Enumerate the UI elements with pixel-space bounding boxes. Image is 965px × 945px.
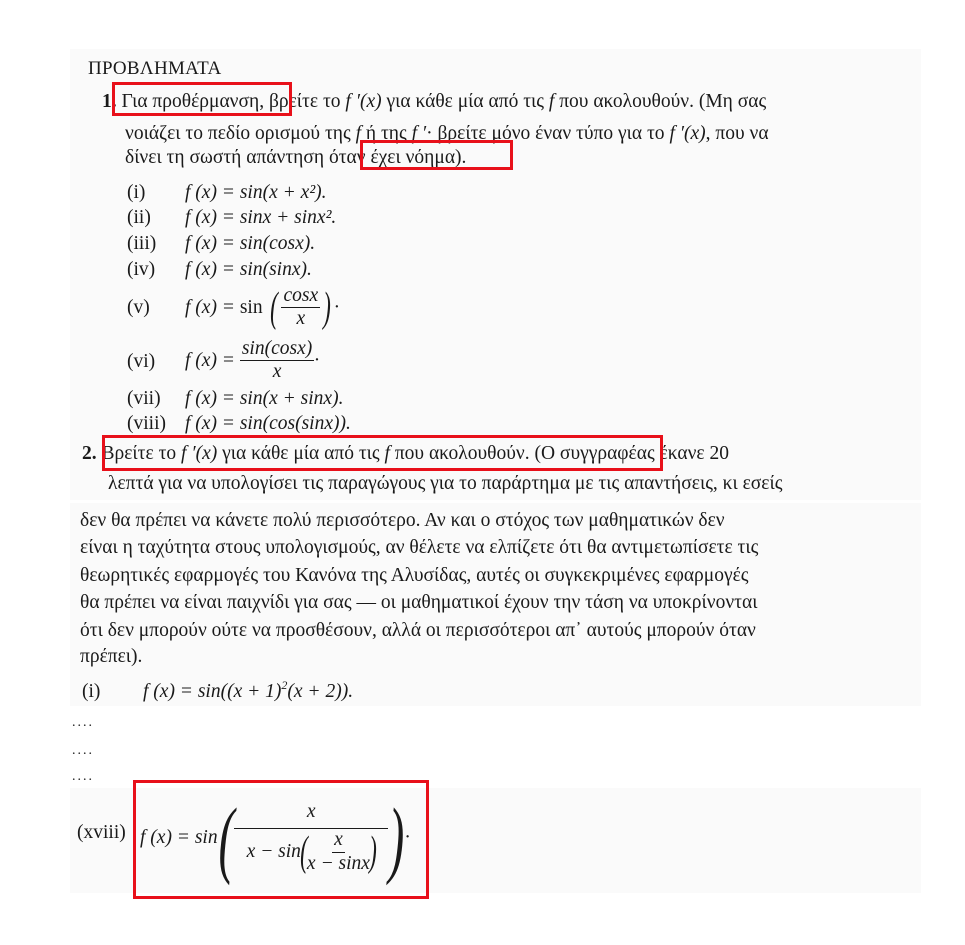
fraction [240, 339, 314, 383]
formula-lhs: f (x) = [185, 297, 235, 319]
inner-fraction [307, 830, 370, 874]
problem-2-line-1 [82, 444, 729, 464]
problem-1-highlight-phrase: Για προθέρμανση [121, 91, 260, 112]
section-heading: ΠΡΟΒΛΗΜΑΤΑ [88, 58, 222, 79]
ellipsis: .... [72, 715, 94, 730]
problem-1-number: 1. [102, 91, 117, 112]
formula-suffix: · [334, 297, 340, 319]
text: που ακολουθούν [389, 443, 525, 464]
problem-2-paragraph-line: πρέπει). [80, 646, 143, 667]
formula-rhs: (x + 2)). [287, 681, 354, 702]
formula-lhs: f (x) = [185, 207, 240, 228]
formula-lhs: f (x) = [143, 681, 198, 702]
numerator: x [234, 802, 388, 829]
ellipsis: .... [72, 769, 94, 784]
denominator [247, 829, 376, 874]
text: δίνει τη σωστή απάντηση [125, 147, 329, 168]
exponent: 2 [281, 678, 288, 692]
problem-1-item-formula [185, 339, 319, 383]
math-fprime-x: f ′(x) [181, 443, 218, 464]
math-fprime: f ′ [411, 123, 427, 144]
problem-2-item-label: (xviii) [77, 822, 126, 843]
text: ). [455, 147, 467, 168]
problem-1-item-label: (vii) [127, 388, 161, 409]
problem-2-paragraph-line: είναι η ταχύτητα στους υπολογισμούς, αν θέλετε να ελπίζετε ότι θα αντιμετωπίσετε τις [80, 537, 759, 558]
paren-left: ( [218, 790, 234, 886]
problem-2-paragraph-line: θεωρητικές εφαρμογές του Κανόνα της Αλυσίδας, αυτές οι συγκεκριμένες εφαρμογές [80, 565, 749, 586]
formula-rhs: sin(x + x²). [239, 182, 327, 203]
denominator: x [296, 308, 306, 330]
text: Βρείτε το [101, 443, 182, 464]
numerator: cosx [281, 286, 320, 308]
problem-1-item-formula [185, 183, 327, 203]
problem-1-item-label: (viii) [127, 413, 166, 434]
problem-1-line-1 [102, 92, 766, 112]
formula-suffix: · [404, 827, 410, 849]
paren-left: ( [270, 284, 279, 331]
problem-1-item-label: (iv) [127, 259, 156, 280]
paren-right: ) [369, 829, 377, 876]
problem-1-item-formula [185, 260, 312, 280]
paren-right: ) [323, 284, 331, 331]
problem-1-line-3 [125, 148, 466, 168]
outer-fraction [234, 802, 388, 875]
formula-rhs: sin(x + sinx). [239, 388, 344, 409]
formula-lhs: f (x) = [185, 182, 240, 203]
text: που ακολουθούν. (Μη σας [554, 91, 767, 112]
text: νοιάζει το πεδίο ορισμού της [125, 123, 356, 144]
problem-2-item-xviii-formula [140, 790, 410, 886]
problem-2-paragraph-line: ότι δεν μπορούν ούτε να προσθέσουν, αλλά οι περισσότεροι απ᾽ αυτούς μπορούν όταν [80, 620, 756, 641]
problem-1-item-formula [185, 234, 315, 254]
problem-1-item-label: (iii) [127, 233, 157, 254]
numerator: sin(cosx) [240, 339, 314, 361]
formula-rhs: sinx + sinx². [239, 207, 337, 228]
problem-1-item-formula [185, 414, 351, 434]
text: · βρείτε μόνο έναν τύπο για το [426, 123, 670, 144]
denominator: x [272, 361, 282, 383]
problem-1-line-2 [125, 124, 769, 144]
numerator: x [332, 830, 345, 852]
problem-1-item-label: (vi) [127, 351, 156, 372]
text: ή της [361, 123, 412, 144]
math-fprime-x: f ′(x) [345, 91, 382, 112]
math-fprime-x: f ′(x) [669, 123, 706, 144]
text: για κάθε μία από τις [381, 91, 549, 112]
formula-rhs: sin((x + 1) [197, 681, 282, 702]
paren-left: ( [300, 829, 308, 876]
formula-lhs: f (x) = [185, 259, 240, 280]
text: , βρείτε το [259, 91, 346, 112]
math-f: f [384, 443, 390, 464]
problem-2-line-2: λεπτά για να υπολογίσει τις παραγώγους για το παράρτημα με τις απαντήσεις, κι εσείς [108, 473, 783, 494]
math-f: f [355, 123, 361, 144]
formula-rhs: sin(sinx). [239, 259, 312, 280]
problem-1-highlight-phrase-2: όταν έχει νόημα [328, 147, 456, 168]
problem-1-item-label: (v) [127, 297, 150, 318]
problem-2-number: 2. [82, 443, 97, 464]
paren-right: ) [388, 790, 405, 886]
formula-lhs: f (x) = [185, 388, 240, 409]
formula-suffix: · [314, 350, 320, 372]
ellipsis: .... [72, 743, 94, 758]
text: για κάθε μία από τις [217, 443, 385, 464]
formula-rhs: sin(cosx). [239, 233, 316, 254]
problem-1-item-formula [185, 389, 343, 409]
problem-2-paragraph-line: δεν θα πρέπει να κάνετε πολύ περισσότερο. Αν και ο στόχος των μαθηματικών δεν [80, 510, 725, 531]
inner-prefix: x − sin [246, 841, 301, 862]
formula-lhs: f (x) = [185, 413, 240, 434]
formula-lhs: f (x) = sin [140, 827, 218, 849]
problem-2-item-label: (i) [82, 681, 101, 702]
problem-1-item-label: (i) [127, 182, 146, 203]
formula-rhs: sin(cos(sinx)). [239, 413, 351, 434]
problem-2-paragraph-line: θα πρέπει να είναι παιχνίδι για σας — οι μαθηματικοί έχουν την τάση να υποκρίνονται [80, 592, 758, 613]
fraction [281, 286, 320, 330]
formula-sin: sin [239, 297, 263, 319]
formula-lhs: f (x) = [185, 350, 235, 372]
denominator: x − sinx [306, 852, 370, 874]
math-f: f [548, 91, 555, 112]
problem-1-item-label: (ii) [127, 207, 151, 228]
formula-lhs: f (x) = [185, 233, 240, 254]
problem-1-item-formula [185, 208, 336, 228]
text: , που να [705, 123, 769, 144]
text: . (Ο συγγραφέας έκανε 20 [524, 443, 729, 464]
problem-1-item-formula [185, 286, 339, 330]
problem-2-item-formula [143, 678, 354, 702]
